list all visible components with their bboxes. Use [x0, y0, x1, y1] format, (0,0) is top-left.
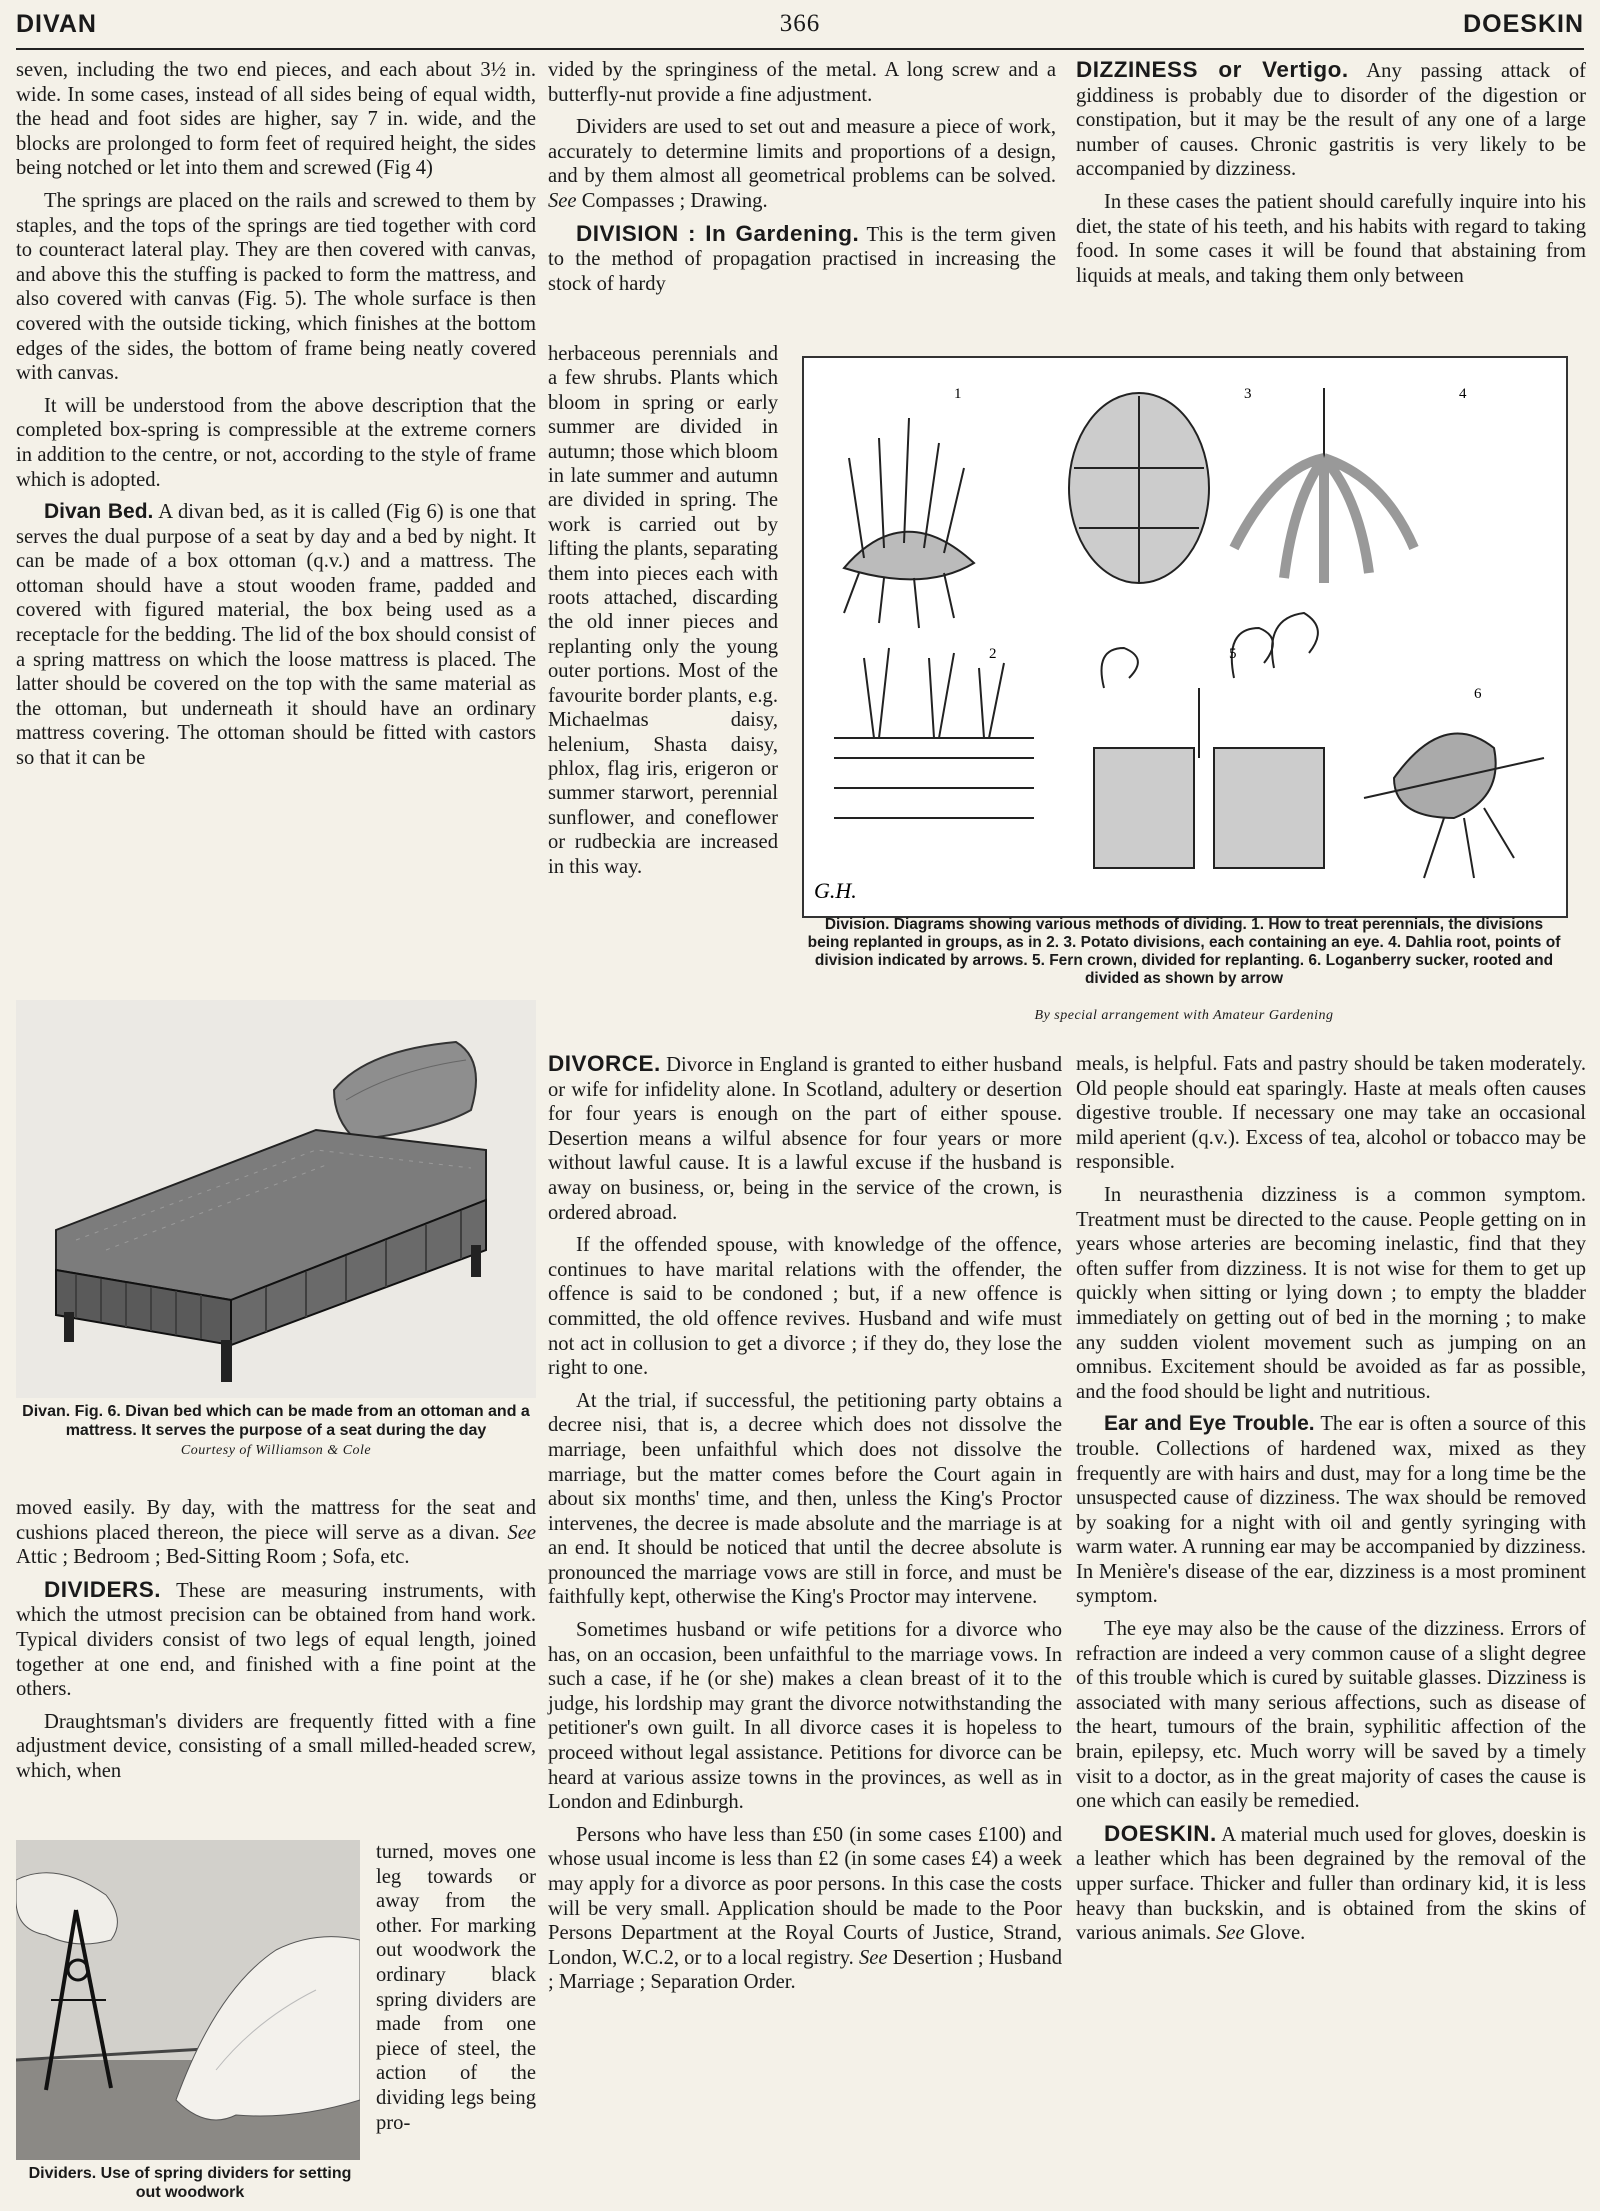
entry-heading: DOESKIN. — [1104, 1820, 1217, 1846]
see-reference: See — [548, 189, 577, 212]
divan-bed-photo — [16, 1000, 536, 1398]
header-left-word: DIVAN — [16, 10, 97, 38]
entry-text: A material much used for gloves, doeskin is a leather which has been degrained by the removal of the upper surface. Thicker and fuller than ordinary kid, it is less heavy than buckskin, and is obtained from the skins of various animals. — [1076, 1823, 1586, 1945]
entry-text: The ear is often a source of this trouble. Collections of hardened wax, mixed as they frequently are with hairs and dust, may for a long time be the unsuspected cause of dizziness. The wax should be removed by soaking for a night with oil and gently syringing with warm water. A running ear may be accompanied by dizziness. In Menière's disease of the ear, dizziness is a most prominent symptom. — [1076, 1413, 1587, 1608]
entry-heading: DIZZINESS or Vertigo. — [1076, 57, 1349, 82]
entry-divan-bed — [16, 500, 536, 771]
header-right-word: DOESKIN — [1463, 10, 1584, 38]
divan-bed-illustration — [16, 1000, 536, 1398]
division-label-4: 4 — [1459, 386, 1467, 402]
page-number: 366 — [779, 10, 821, 37]
column-2-narrow — [548, 342, 778, 887]
paragraph — [548, 115, 1056, 213]
paragraph: vided by the springiness of the metal. A long screw and a butterfly-nut provide a fine adjustment. — [548, 59, 1056, 106]
cross-references: Attic ; Bedroom ; Bed-Sitting Room ; Sofa, etc. — [16, 1546, 410, 1569]
see-reference: See — [858, 1946, 888, 1969]
column-3 — [1076, 58, 1586, 296]
division-label-6: 6 — [1474, 686, 1482, 702]
division-label-1: 1 — [954, 386, 962, 402]
paragraph: turned, moves one leg towards or away from the other. For marking out woodwork the ordinary black spring dividers are made from one piece of steel, the action of the dividing legs being pro- — [376, 1841, 536, 2134]
paragraph: herbaceous perennials and a few shrubs. Plants which bloom in spring or early summer are divided in autumn; those which bloom in late summer and autumn are divided in spring. The work is carried out by lifting the plants, separating them into pieces each with roots attached, discarding the old inner pieces and replanting only the young outer portions. Most of the favourite border plants, e.g. Michaelmas daisy, helenium, Shasta daisy, phlox, flag iris, erigeron or summer starwort, perennial sunflower, and coneflower or rudbeckia are increased in this way. — [548, 343, 778, 878]
paragraph: Draughtsman's dividers are frequently fitted with a fine adjustment device, consisting of a small milled-headed screw, which, when — [16, 1710, 536, 1782]
paragraph: In these cases the patient should carefully inquire into his diet, the state of his teeth, and his habits with regard to taking food. In some cases it will be found that abstaining from liquids at meals, and taking them only between — [1076, 190, 1586, 287]
paragraph: The springs are placed on the rails and screwed to them by staples, and the tops of the springs are tied together with cord to counteract lateral play. They are then covered with canvas, and above this the stuffing is packed to form the mattress, and also covered with canvas (Fig. 5). The whole surface is then covered with the outside ticking, which finishes at the bottom edges of the sides, the bottom of frame being neatly covered with canvas. — [16, 189, 536, 385]
cross-references: Desertion ; Husband ; Marriage ; Separation Order. — [548, 1946, 1062, 1994]
paragraph: The eye may also be the cause of the dizziness. Errors of refraction are indeed a very common cause of a slight degree of this trouble which is cured by suitable glasses. Dizziness is associated with many serious affections, such as disease of the heart, tumours of the brain, syphilitic affection of the brain, epilepsy, etc. Much worry will be saved by a timely visit to a doctor, as in the great majority of cases the cause is one which can easily be remedied. — [1076, 1618, 1586, 1813]
division-diagram — [804, 358, 1566, 916]
entry-dizziness — [1076, 58, 1586, 182]
text: Dividers are used to set out and measure a piece of work, accurately to determine limits and proportions of a design, and by them almost all geometrical problems can be solved. — [548, 116, 1056, 188]
text: moved easily. By day, with the mattress for the seat and cushions placed thereon, the piece will serve as a divan. — [16, 1497, 536, 1544]
illustrator-signature: G.H. — [814, 878, 857, 903]
entry-text: A divan bed, as it is called (Fig 6) is one that serves the dual purpose of a seat by day and a bed by night. It can be made of a box ottoman (q.v.) and a mattress. The ottoman should have a stout wooden frame, padded and covered with figured material, the box being used as a receptacle for the bedding. The lid of the box should consist of a spring mattress on which the loose mattress is placed. The latter should be covered on the top with the same material as the ottoman, but underneath it should have an ordinary mattress covering. The ottoman should be fitted with castors so that it can be — [16, 501, 536, 770]
entry-text: This is the term given to the method of propagation practised in increasing the stock of hardy — [548, 223, 1056, 295]
entry-divorce — [548, 1052, 1062, 1225]
see-reference: See — [1216, 1922, 1245, 1945]
division-label-2: 2 — [989, 646, 997, 662]
entry-text: Any passing attack of giddiness is probably due to disorder of the digestion or constipation, but it may be the result of any one of a large number of causes. Chronic gastritis is very likely to be accompanied by dizziness. — [1076, 60, 1586, 181]
text: Persons who have less than £50 (in some cases £100) and whose usual income is less than £2 (in some cases £4) a week may apply for a divorce as poor persons. In this case the costs will be very small. Application should be made to the Poor Persons Department at the Royal Courts of Justice, Strand, London, W.C.2, or to a local registry. — [548, 1823, 1062, 1969]
entry-heading: Divan Bed. — [44, 500, 154, 524]
paragraph: In neurasthenia dizziness is a common symptom. Treatment must be directed to the cause. People getting on in years whose arteries are becoming inelastic, find that they often suffer from dizziness. It is not wise for them to get up quickly when sitting or lying down ; to empty the bladder immediately on getting out of bed in the morning ; to make any sudden violent movement such as jumping on an omnibus. Excitement should be avoided as far as possible, and the food should be light and nutritious. — [1076, 1183, 1586, 1403]
entry-heading: DIVIDERS. — [44, 1576, 162, 1602]
column-2-lower — [548, 1052, 1062, 2003]
entry-division — [548, 222, 1056, 297]
dividers-illustration — [16, 1840, 360, 2160]
division-label-5: 5 — [1229, 646, 1237, 662]
fig6-caption: Divan. Fig. 6. Divan bed which can be made from an ottoman and a mattress. It serves the purpose of a seat during the day — [22, 1403, 530, 1439]
entry-heading: Ear and Eye Trouble. — [1104, 1412, 1315, 1436]
column-1-lower — [16, 1496, 536, 1792]
see-reference: See — [507, 1521, 536, 1544]
column-1-narrow — [376, 1840, 536, 2143]
paragraph: It will be understood from the above description that the completed box-spring is compressible at the extreme corners in addition to the centre, or not, according to the style of frame which is adopted. — [16, 394, 536, 491]
dividers-photo — [16, 1840, 360, 2160]
paragraph: Sometimes husband or wife petitions for a divorce who has, on an occasion, been unfaithful to the marriage vows. In such a case, if he (or she) makes a clean breast of it to the judge, his lordship may grant the divorce notwithstanding the petitioner's own guilt. In all divorce cases it is hopeless to proceed without legal assistance. Petitions for divorce can be heard at various assize towns in the provinces, as well as in London and Edinburgh. — [548, 1619, 1062, 1814]
division-figure — [802, 356, 1568, 918]
entry-heading: DIVISION : In Gardening. — [576, 220, 860, 246]
entry-heading: DIVORCE. — [548, 1051, 661, 1076]
fig6-credit: Courtesy of Williamson & Cole — [180, 1443, 372, 1458]
entry-doeskin — [1076, 1822, 1586, 1946]
paragraph — [548, 1823, 1062, 1995]
cross-references: Glove. — [1244, 1922, 1306, 1945]
division-caption: Division. Diagrams showing various methods of dividing. 1. How to treat perennials, the divisions being replanted in groups, as in 2. 3. Potato divisions, each containing an eye. 4. Dahlia root, points of division indicated by arrows. 5. Fern crown, divided for replanting. 6. Loganberry sucker, rooted and divided as shown by arrow — [807, 916, 1561, 987]
cross-references: Compasses ; Drawing. — [576, 189, 768, 212]
paragraph: seven, including the two end pieces, and each about 3½ in. wide. In some cases, instead of all sides being of equal width, the head and foot sides are higher, say 7 in. wide, and the blocks are prolonged to form feet of required height, the sides being notched or let into them and screwed (Fig 4) — [16, 59, 536, 180]
entry-ear-eye — [1076, 1412, 1586, 1609]
entry-dividers — [16, 1578, 536, 1702]
running-header — [16, 6, 1584, 50]
column-1 — [16, 58, 536, 779]
entry-text: Divorce in England is granted to either husband or wife for infidelity alone. In Scotland, adultery or desertion for four years is enough on the part of either spouse. Desertion means a wilful absence for four years or more without lawful cause. It is a lawful excuse if the husband is away on business, or, being in the service of the crown, is ordered abroad. — [548, 1054, 1062, 1224]
division-credit: By special arrangement with Amateur Gardening — [1034, 1008, 1334, 1023]
entry-text: These are measuring instruments, with which the utmost precision can be obtained from hand work. Typical dividers consist of two legs of equal length, joined together at one end, and finished with a fine point at the others. — [16, 1579, 536, 1701]
paragraph: meals, is helpful. Fats and pastry should be taken moderately. Old people should eat sparingly. Haste at meals often causes digestive trouble. If necessary one may take an occasional mild aperient (q.v.). Excess of tea, alcohol or tobacco may be responsible. — [1076, 1053, 1586, 1174]
dividers-caption: Dividers. Use of spring dividers for setting out woodwork — [28, 2165, 352, 2201]
paragraph — [16, 1496, 536, 1570]
paragraph: If the offended spouse, with knowledge of the offence, continues to have marital relations with the offender, the offence is said to be condoned ; but, if a new offence is committed, the old offence revives. Husband and wife must not act in collusion to get a divorce ; if they do, they lose the right to one. — [548, 1234, 1062, 1380]
column-2 — [548, 58, 1056, 304]
division-label-3: 3 — [1244, 386, 1252, 402]
column-3-lower — [1076, 1052, 1586, 1954]
paragraph: At the trial, if successful, the petitioning party obtains a decree nisi, that is, a decree which does not dissolve the marriage, been unfaithful which does not dissolve the marriage, but the matter comes before the Court again in about six months' time, and then, unless the King's Proctor intervenes, the decree is made absolute and the marriage is at an end. It should be noticed that until the decree absolute is pronounced the marriage vows are still in force, and must be faithfully kept, otherwise the King's Proctor may intervene. — [548, 1389, 1062, 1609]
